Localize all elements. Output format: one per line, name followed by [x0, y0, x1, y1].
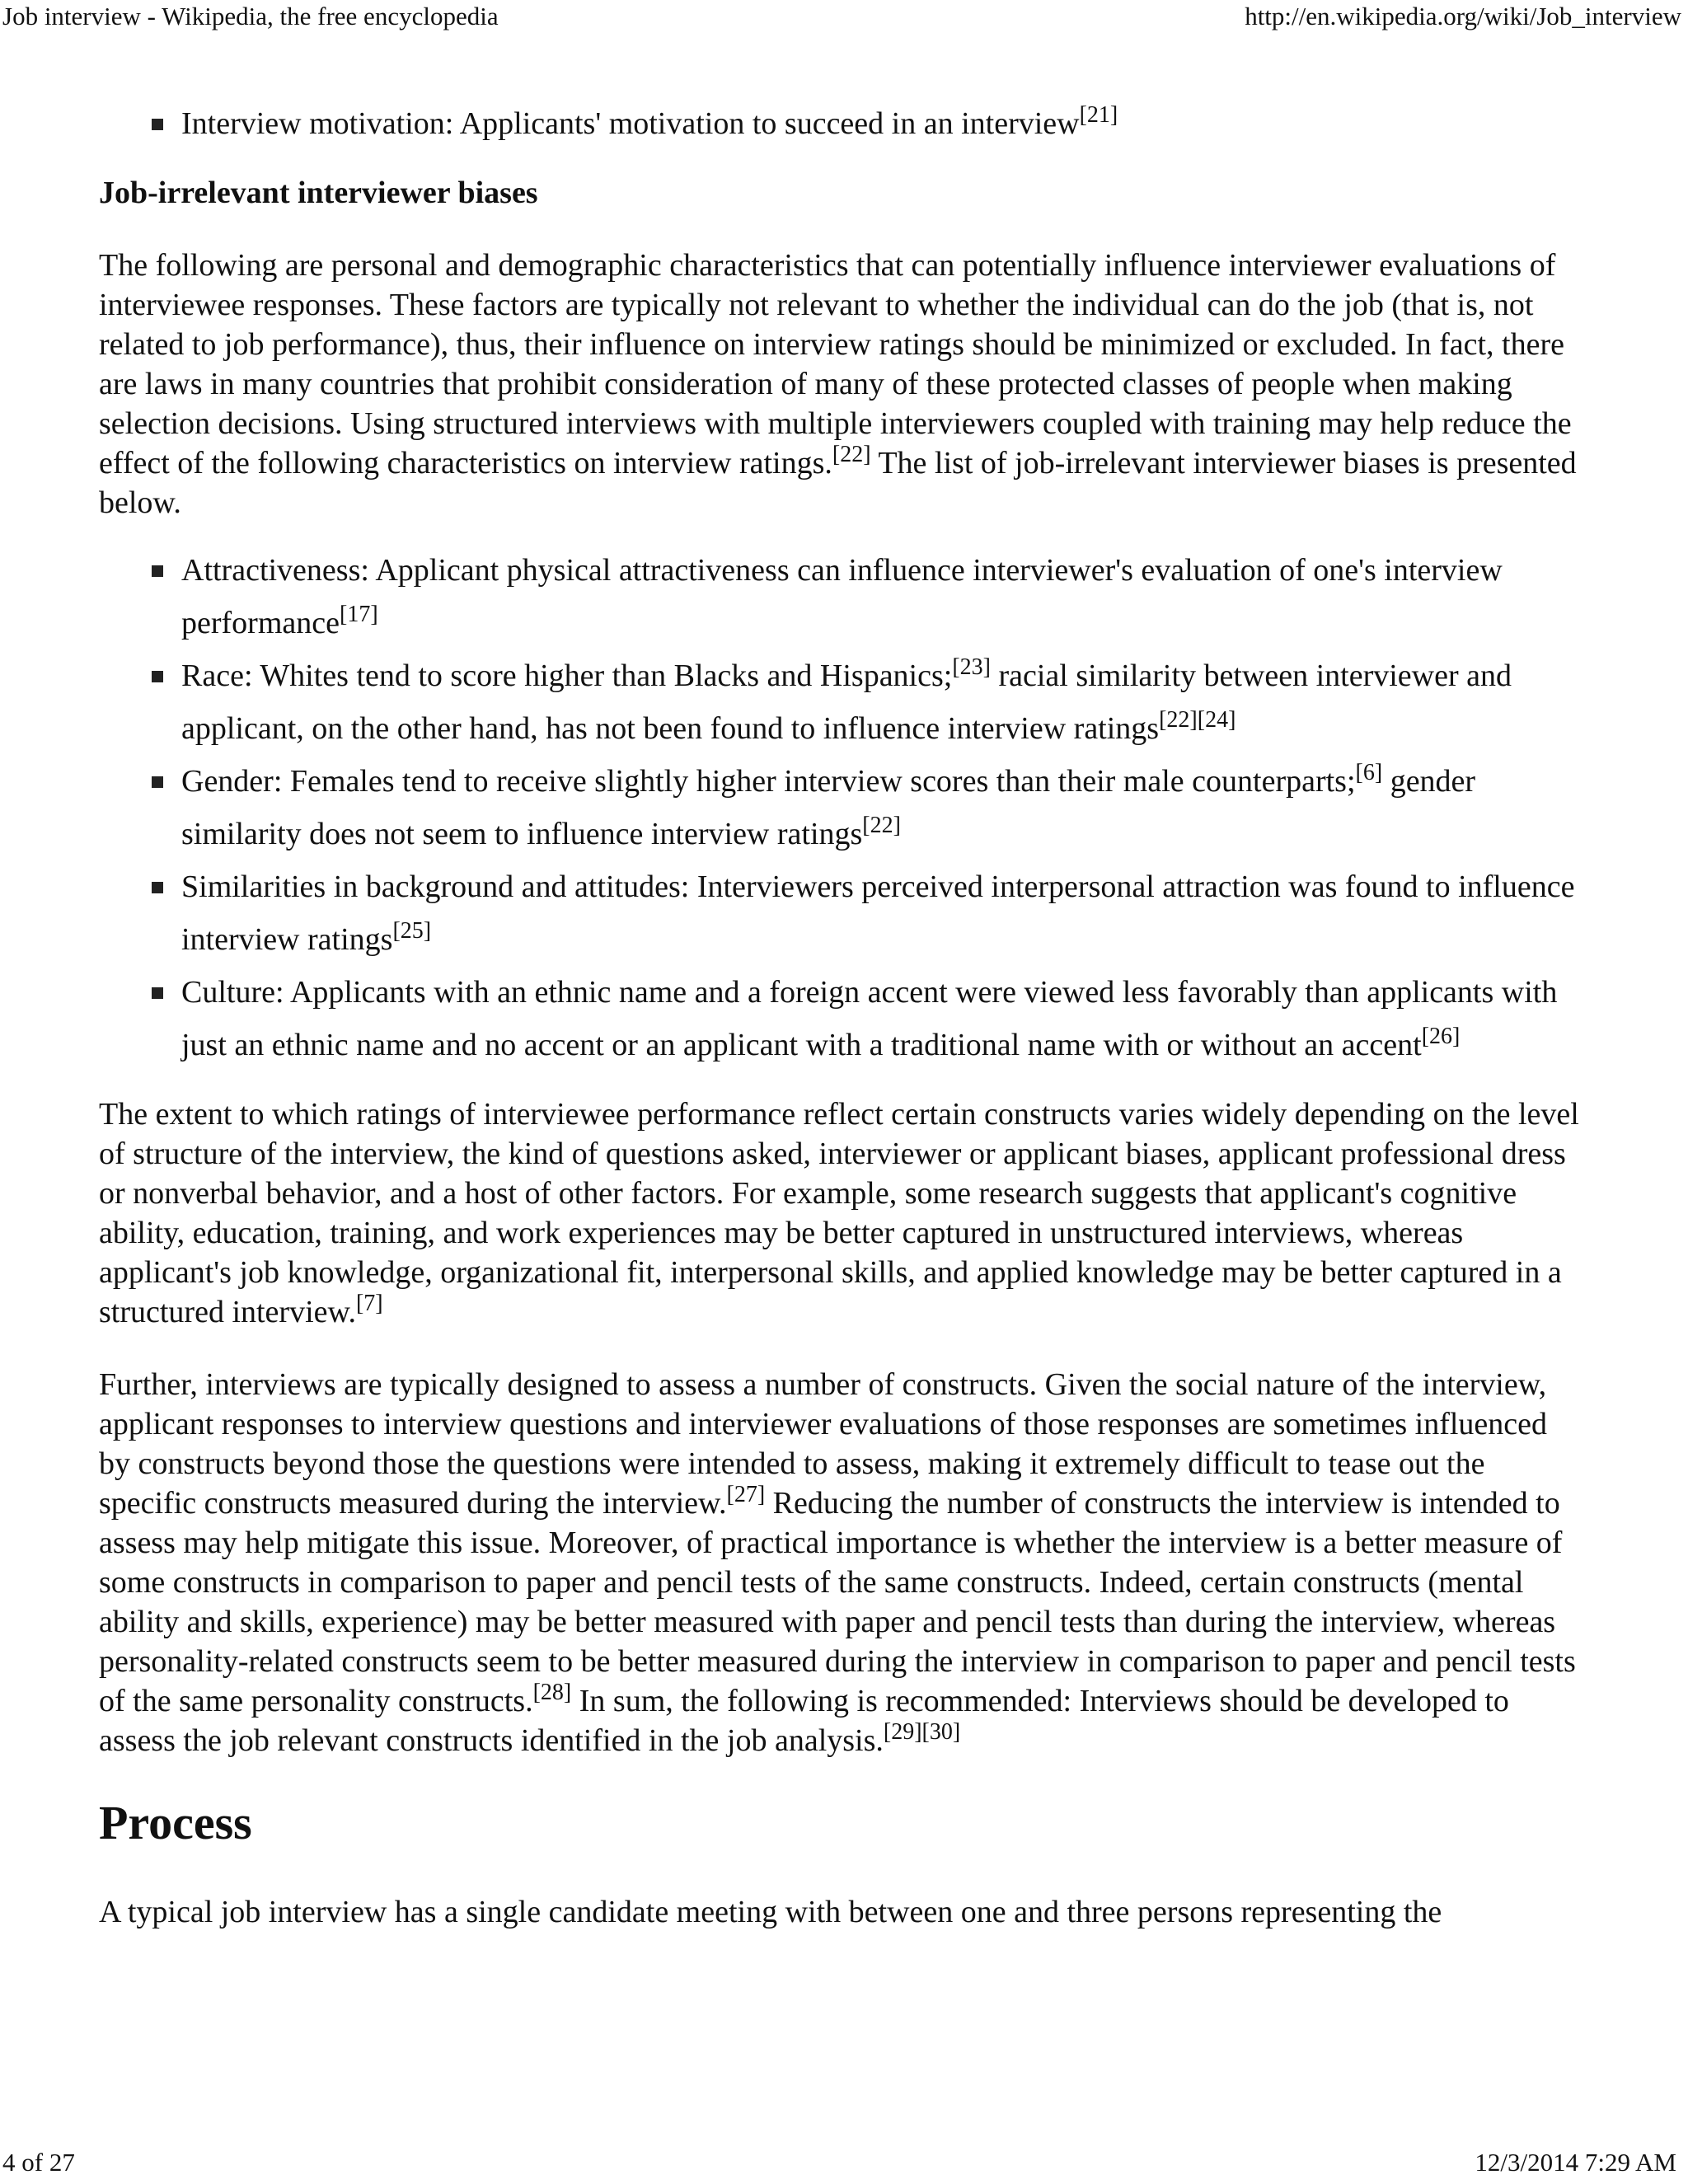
- citation-link[interactable]: [6]: [1355, 760, 1383, 785]
- subsection-heading: Job-irrelevant interviewer biases: [99, 176, 538, 210]
- citation-link[interactable]: [22][24]: [1159, 707, 1236, 733]
- list-item: Attractiveness: Applicant physical attractiveness can influence interviewer's evaluation of one's interview performance[17]: [181, 544, 1582, 649]
- paragraph: A typical job interview has a single candidate meeting with between one and three persons representing the: [99, 1895, 1442, 1929]
- citation-link[interactable]: [17]: [340, 602, 378, 627]
- print-header: [0, 0, 1688, 35]
- list-item: Culture: Applicants with an ethnic name and a foreign accent were viewed less favorably than applicants with just an ethnic name and no accent or an applicant with a traditional name with or without an accent[26]: [181, 966, 1582, 1071]
- paragraph: Further, interviews are typically designed to assess a number of constructs. Given the social nature of the interview, applicant responses to interview questions and interviewer evaluations of those responses are sometimes influenced by constructs beyond those the questions were intended to assess, making it extremely difficult to tease out the specific constructs measured during the interview.[27] Reducing the number of constructs the interview is intended to assess may help mitigate this issue. Moreover, of practical importance is whether the interview is a better measure of some constructs in comparison to paper and pencil tests of the same constructs. Indeed, certain constructs (mental ability and skills, experience) may be better measured with paper and pencil tests than during the interview, whereas personality-related constructs seem to be better measured during the interview in comparison to paper and pencil tests of the same personality constructs.[28] In sum, the following is recommended: Interviews should be developed to assess the job relevant constructs identified in the job analysis.[29][30]: [99, 1367, 1576, 1758]
- bullet-icon: [152, 987, 163, 999]
- page-title: Job interview - Wikipedia, the free encyclopedia: [2, 2, 499, 30]
- print-datetime: 12/3/2014 7:29 AM: [1475, 2148, 1676, 2177]
- citation-link[interactable]: [21]: [1079, 102, 1118, 128]
- paragraph: The following are personal and demographic characteristics that can potentially influence interviewer evaluations of interviewee responses. These factors are typically not relevant to whether the individual can do the job (that is, not related to job performance), thus, their influence on interview ratings should be minimized or excluded. In fact, there are laws in many countries that prohibit consideration of many of these protected classes of people when making selection decisions. Using structured interviews with multiple interviewers coupled with training may help reduce the effect of the following characteristics on interview ratings.[22] The list of job-irrelevant interviewer biases is presented below.: [99, 248, 1577, 520]
- bullet-icon: [152, 565, 163, 577]
- bullet-icon: [152, 776, 163, 788]
- page-count: 4 of 27: [2, 2148, 75, 2177]
- citation-link[interactable]: [27]: [726, 1482, 766, 1507]
- article-content: [99, 97, 1582, 1932]
- list-item: Similarities in background and attitudes: Interviewers perceived interpersonal attraction was found to influence interview ratings[25]: [181, 860, 1582, 966]
- bullet-icon: [152, 119, 163, 130]
- page-url: http://en.wikipedia.org/wiki/Job_interview: [1245, 2, 1681, 30]
- list-item: Race: Whites tend to score higher than Blacks and Hispanics;[23] racial similarity between interviewer and applicant, on the other hand, has not been found to influence interview ratings[22][24]: [181, 649, 1582, 755]
- print-footer: [0, 2146, 1688, 2179]
- bullet-list-top: [99, 97, 1582, 150]
- citation-link[interactable]: [22]: [862, 813, 901, 838]
- bullet-icon: [152, 671, 163, 682]
- citation-link[interactable]: [25]: [392, 918, 432, 944]
- list-item: Gender: Females tend to receive slightly higher interview scores than their male counterparts;[6] gender similarity does not seem to influence interview ratings[22]: [181, 755, 1582, 860]
- bias-list: [99, 544, 1582, 1071]
- citation-link[interactable]: [29][30]: [883, 1719, 961, 1745]
- bullet-icon: [152, 882, 163, 893]
- citation-link[interactable]: [7]: [355, 1291, 383, 1316]
- section-heading: Process: [99, 1796, 252, 1849]
- list-item: Interview motivation: Applicants' motivation to succeed in an interview[21]: [181, 97, 1582, 150]
- citation-link[interactable]: [28]: [532, 1680, 572, 1705]
- citation-link[interactable]: [23]: [952, 654, 991, 680]
- citation-link[interactable]: [26]: [1421, 1024, 1461, 1049]
- paragraph: The extent to which ratings of interviewee performance reflect certain constructs varies widely depending on the level of structure of the interview, the kind of questions asked, interviewer or applicant biases, applicant professional dress or nonverbal behavior, and a host of other factors. For example, some research suggests that applicant's cognitive ability, education, training, and work experiences may be better captured in unstructured interviews, whereas applicant's job knowledge, organizational fit, interpersonal skills, and applied knowledge may be better captured in a structured interview.[7]: [99, 1097, 1579, 1329]
- citation-link[interactable]: [22]: [832, 442, 871, 467]
